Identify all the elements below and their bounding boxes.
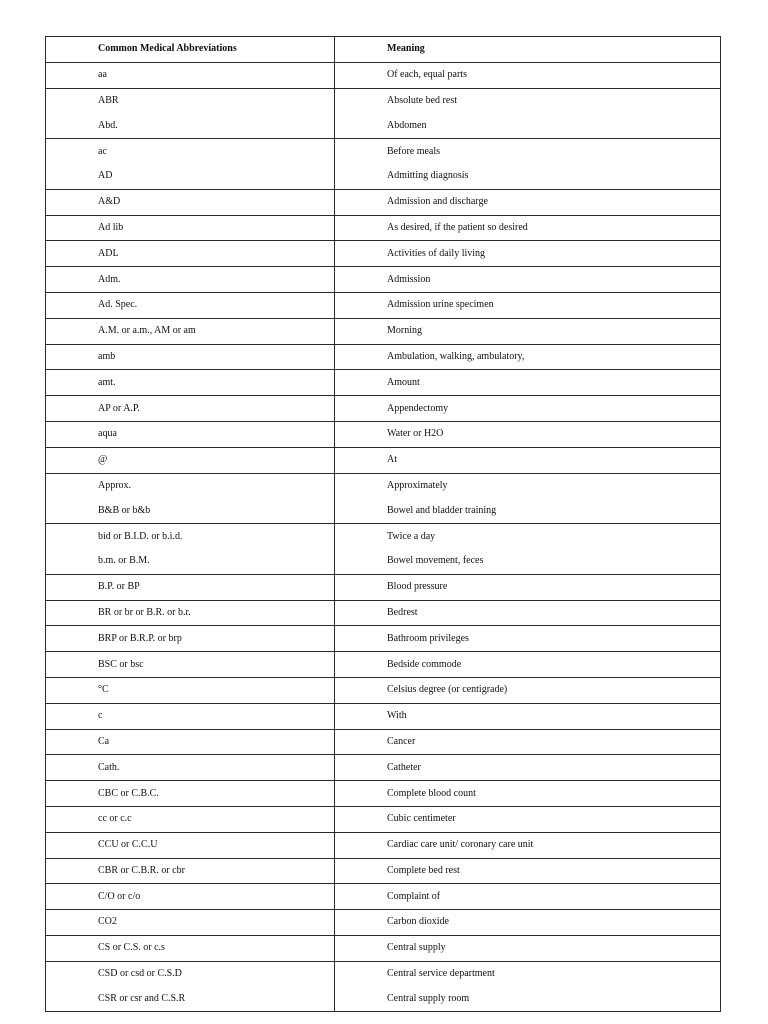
abbreviation-cell: C/O or c/o bbox=[46, 884, 335, 910]
abbreviation-cell: aa bbox=[46, 62, 335, 88]
abbreviation-cell: B.P. or BP bbox=[46, 574, 335, 600]
abbreviation-cell: ac bbox=[46, 139, 335, 164]
abbreviation-cell: BRP or B.R.P. or brp bbox=[46, 626, 335, 652]
abbreviation-cell: AP or A.P. bbox=[46, 396, 335, 422]
meaning-cell: Admission urine specimen bbox=[335, 292, 721, 318]
abbreviation-cell: amt. bbox=[46, 370, 335, 396]
meaning-cell: Morning bbox=[335, 318, 721, 344]
meaning-cell: Of each, equal parts bbox=[335, 62, 721, 88]
table-row bbox=[46, 241, 721, 267]
table-row bbox=[46, 910, 721, 936]
table-row bbox=[46, 652, 721, 678]
abbreviation-cell: ADL bbox=[46, 241, 335, 267]
abbreviation-cell: b.m. or B.M. bbox=[46, 549, 335, 574]
meaning-cell: Admission and discharge bbox=[335, 189, 721, 215]
meaning-cell: Blood pressure bbox=[335, 574, 721, 600]
table-row bbox=[46, 703, 721, 729]
table-row bbox=[46, 806, 721, 832]
meaning-cell: Cancer bbox=[335, 729, 721, 755]
column-header-abbreviations: Common Medical Abbreviations bbox=[46, 37, 335, 63]
table-row bbox=[46, 832, 721, 858]
abbreviation-cell: ABR bbox=[46, 88, 335, 113]
meaning-cell: Water or H2O bbox=[335, 421, 721, 447]
abbreviation-cell: bid or B.I.D. or b.i.d. bbox=[46, 524, 335, 549]
abbreviation-cell: cc or c.c bbox=[46, 806, 335, 832]
abbreviation-cell: A.M. or a.m., AM or am bbox=[46, 318, 335, 344]
abbreviation-cell: CCU or C.C.U bbox=[46, 832, 335, 858]
abbreviation-cell: Ad lib bbox=[46, 215, 335, 241]
meaning-cell: Complete bed rest bbox=[335, 858, 721, 884]
column-header-meaning: Meaning bbox=[335, 37, 721, 63]
meaning-cell: Cardiac care unit/ coronary care unit bbox=[335, 832, 721, 858]
table-row bbox=[46, 935, 721, 961]
abbreviation-cell: @ bbox=[46, 447, 335, 473]
table-row bbox=[46, 781, 721, 807]
meaning-cell: Catheter bbox=[335, 755, 721, 781]
abbreviation-cell: c bbox=[46, 703, 335, 729]
meaning-cell: Admission bbox=[335, 267, 721, 293]
abbreviation-cell: aqua bbox=[46, 421, 335, 447]
table-row bbox=[46, 447, 721, 473]
table-row bbox=[46, 396, 721, 422]
abbreviation-cell: CBC or C.B.C. bbox=[46, 781, 335, 807]
table-row bbox=[46, 574, 721, 600]
abbreviation-cell: CO2 bbox=[46, 910, 335, 936]
table-row bbox=[46, 318, 721, 344]
abbreviation-cell: BR or br or B.R. or b.r. bbox=[46, 600, 335, 626]
table-row bbox=[46, 215, 721, 241]
table-row bbox=[46, 344, 721, 370]
abbreviation-cell: A&D bbox=[46, 189, 335, 215]
table-row bbox=[46, 729, 721, 755]
meaning-cell: Bathroom privileges bbox=[335, 626, 721, 652]
table-row bbox=[46, 292, 721, 318]
abbreviation-cell: Abd. bbox=[46, 113, 335, 138]
meaning-cell: Bedrest bbox=[335, 600, 721, 626]
abbreviation-cell: Ca bbox=[46, 729, 335, 755]
table-row bbox=[46, 626, 721, 652]
table-row bbox=[46, 370, 721, 396]
meaning-cell: At bbox=[335, 447, 721, 473]
meaning-cell: Activities of daily living bbox=[335, 241, 721, 267]
table-body bbox=[46, 62, 721, 1011]
meaning-cell: Amount bbox=[335, 370, 721, 396]
meaning-cell: Cubic centimeter bbox=[335, 806, 721, 832]
table-row bbox=[46, 884, 721, 910]
meaning-cell: Celsius degree (or centigrade) bbox=[335, 677, 721, 703]
meaning-cell: Twice a day bbox=[335, 524, 721, 549]
abbreviation-cell: Adm. bbox=[46, 267, 335, 293]
abbreviation-cell: Approx. bbox=[46, 473, 335, 498]
table-row bbox=[46, 600, 721, 626]
meaning-cell: Central service department bbox=[335, 961, 721, 986]
table-row bbox=[46, 677, 721, 703]
meaning-cell: Bedside commode bbox=[335, 652, 721, 678]
abbreviation-cell: CBR or C.B.R. or cbr bbox=[46, 858, 335, 884]
table-row bbox=[46, 498, 721, 523]
abbreviation-cell: Cath. bbox=[46, 755, 335, 781]
table-row bbox=[46, 189, 721, 215]
meaning-cell: Abdomen bbox=[335, 113, 721, 138]
abbreviation-cell: CSR or csr and C.S.R bbox=[46, 986, 335, 1011]
table-row bbox=[46, 961, 721, 986]
abbreviation-cell: °C bbox=[46, 677, 335, 703]
table-row bbox=[46, 755, 721, 781]
abbreviation-cell: BSC or bsc bbox=[46, 652, 335, 678]
table-row bbox=[46, 986, 721, 1011]
table-row bbox=[46, 164, 721, 189]
meaning-cell: Approximately bbox=[335, 473, 721, 498]
abbreviations-table bbox=[45, 36, 721, 1012]
meaning-cell: Bowel and bladder training bbox=[335, 498, 721, 523]
table-row bbox=[46, 473, 721, 498]
meaning-cell: Bowel movement, feces bbox=[335, 549, 721, 574]
table-row bbox=[46, 421, 721, 447]
meaning-cell: With bbox=[335, 703, 721, 729]
abbreviation-cell: B&B or b&b bbox=[46, 498, 335, 523]
meaning-cell: Before meals bbox=[335, 139, 721, 164]
table-row bbox=[46, 267, 721, 293]
meaning-cell: Complete blood count bbox=[335, 781, 721, 807]
table-row bbox=[46, 88, 721, 113]
table-row bbox=[46, 113, 721, 138]
table-header-row bbox=[46, 37, 721, 63]
abbreviation-cell: CS or C.S. or c.s bbox=[46, 935, 335, 961]
abbreviation-cell: Ad. Spec. bbox=[46, 292, 335, 318]
meaning-cell: As desired, if the patient so desired bbox=[335, 215, 721, 241]
table-row bbox=[46, 549, 721, 574]
table-row bbox=[46, 139, 721, 164]
table-row bbox=[46, 524, 721, 549]
abbreviations-table-container bbox=[45, 36, 720, 1012]
meaning-cell: Ambulation, walking, ambulatory, bbox=[335, 344, 721, 370]
abbreviation-cell: AD bbox=[46, 164, 335, 189]
meaning-cell: Absolute bed rest bbox=[335, 88, 721, 113]
abbreviation-cell: amb bbox=[46, 344, 335, 370]
meaning-cell: Central supply room bbox=[335, 986, 721, 1011]
abbreviation-cell: CSD or csd or C.S.D bbox=[46, 961, 335, 986]
meaning-cell: Carbon dioxide bbox=[335, 910, 721, 936]
meaning-cell: Complaint of bbox=[335, 884, 721, 910]
table-row bbox=[46, 62, 721, 88]
meaning-cell: Central supply bbox=[335, 935, 721, 961]
table-row bbox=[46, 858, 721, 884]
meaning-cell: Appendectomy bbox=[335, 396, 721, 422]
meaning-cell: Admitting diagnosis bbox=[335, 164, 721, 189]
